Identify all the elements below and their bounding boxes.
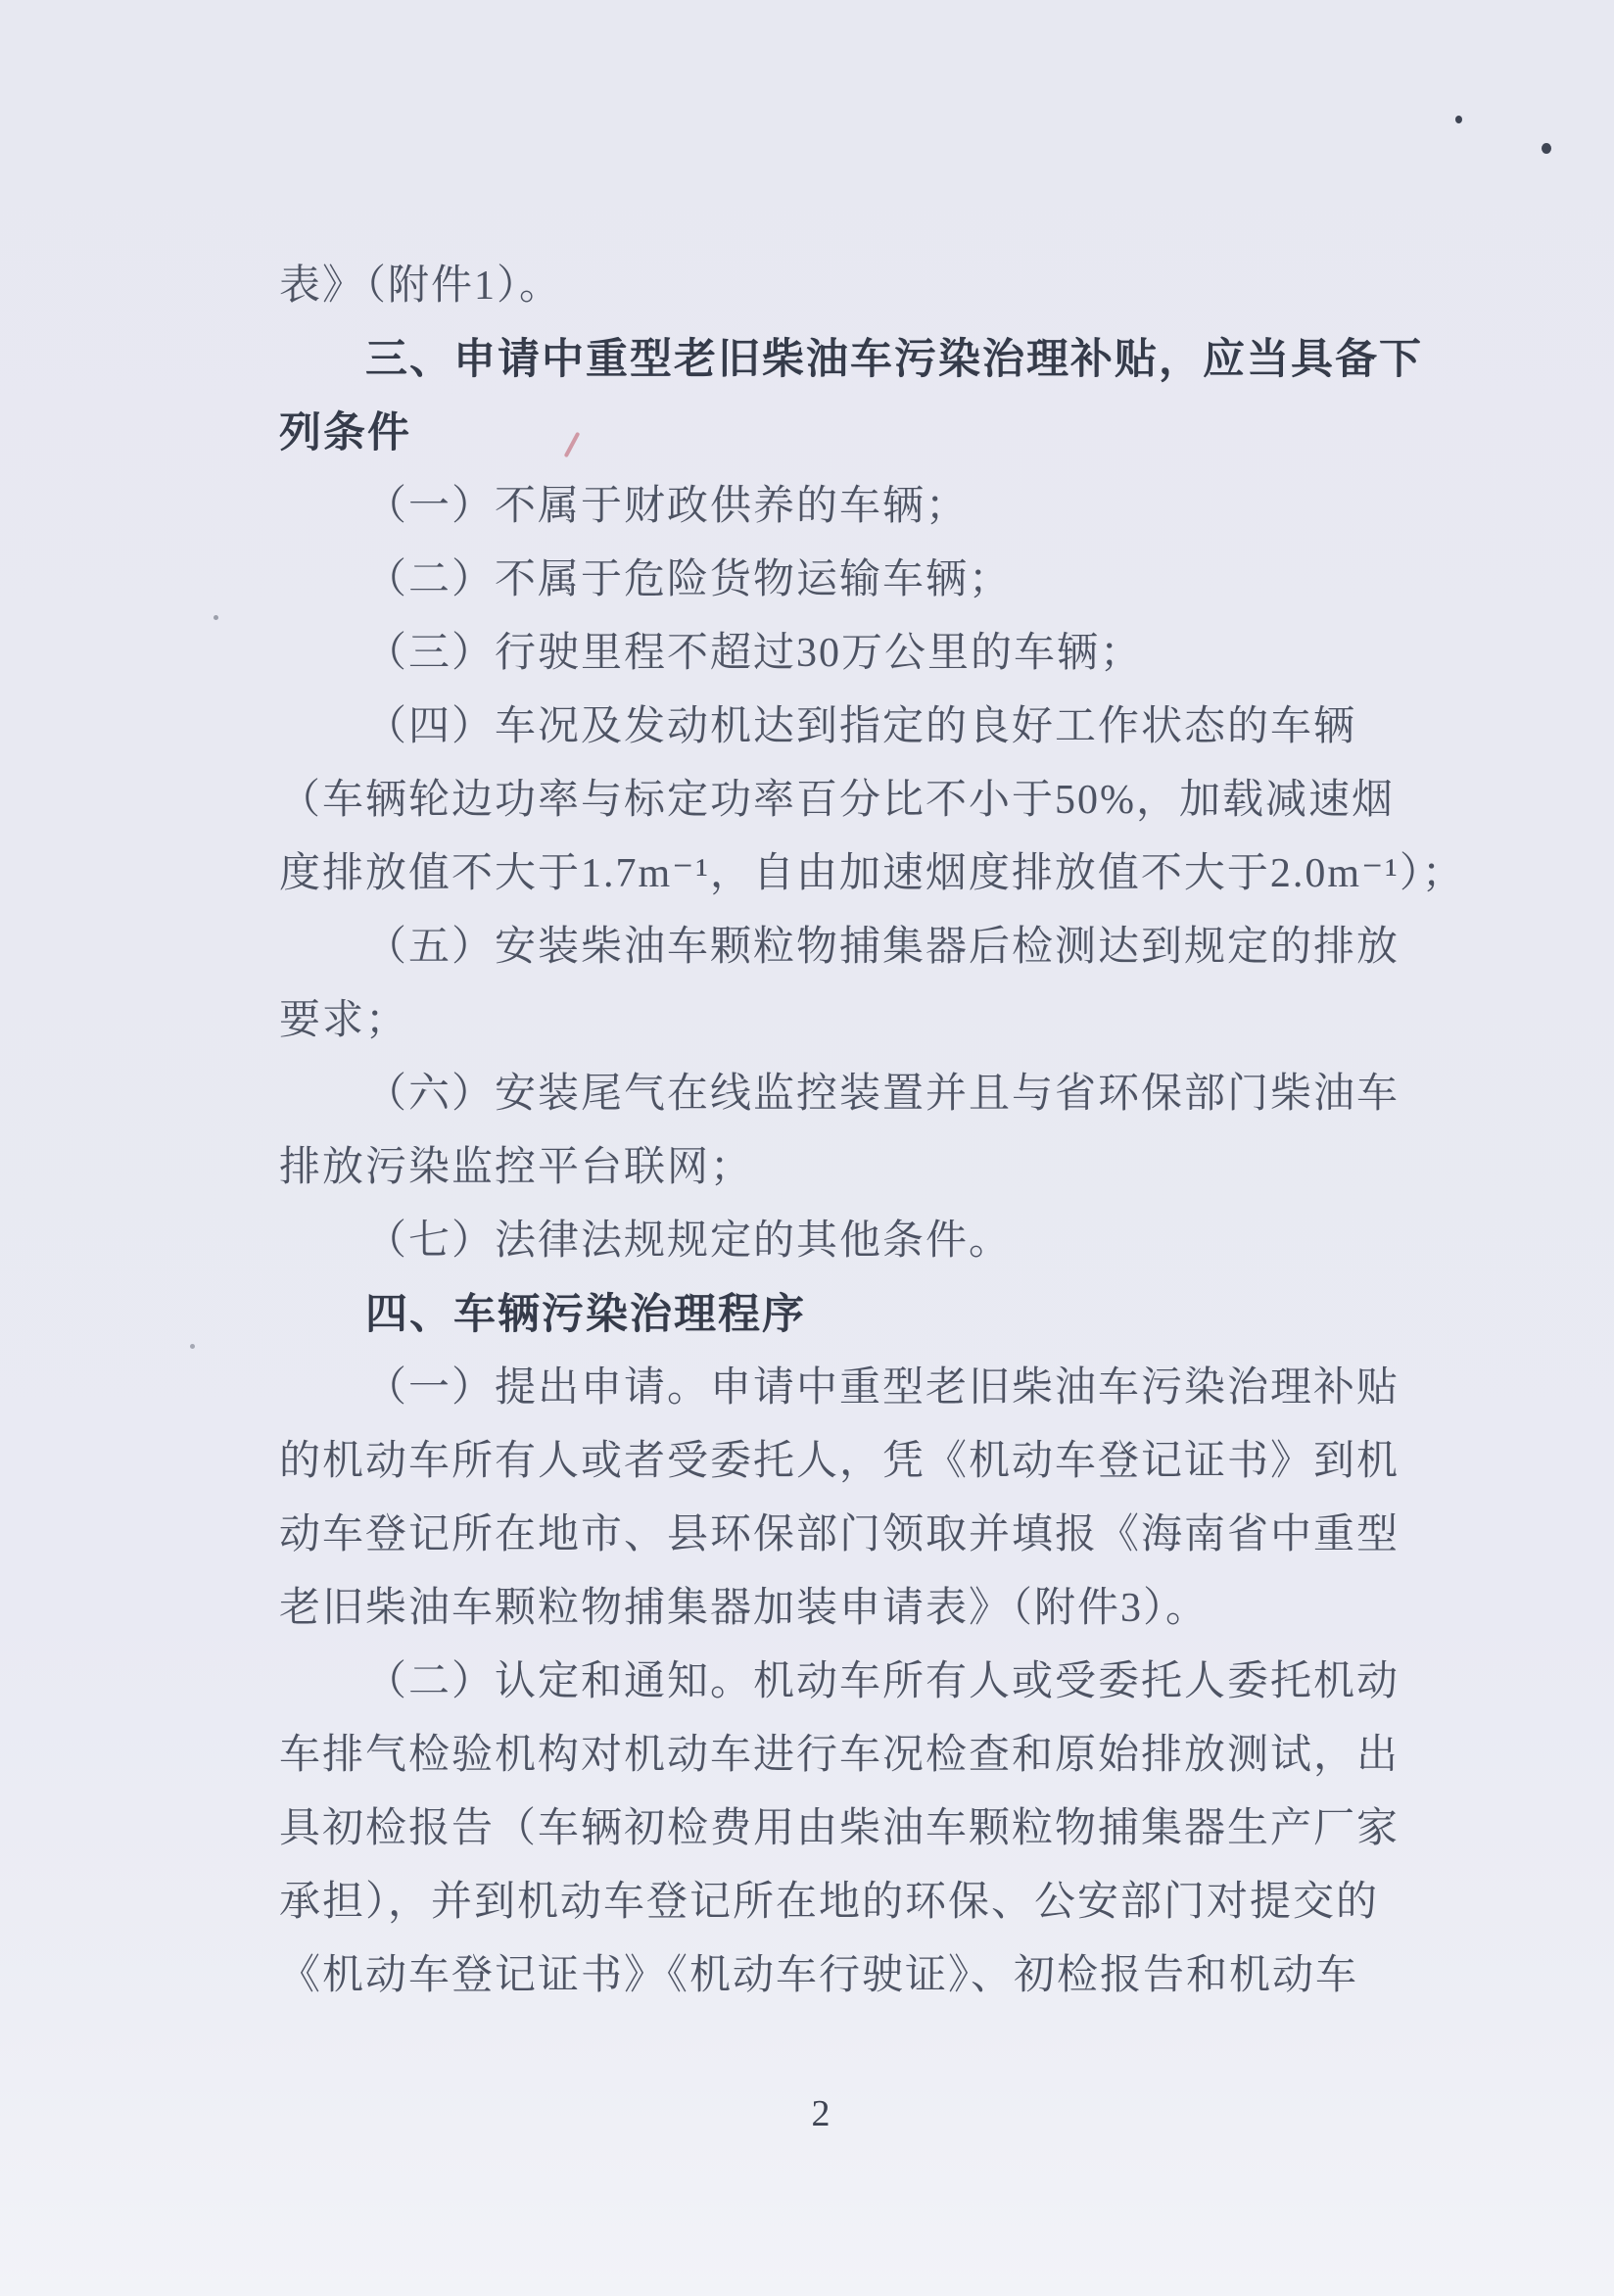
page-number: 2	[811, 2093, 831, 2134]
text-line: 表》（附件1）。	[279, 263, 563, 309]
text-line: （二）不属于危险货物运输车辆；	[365, 557, 1013, 602]
text-line: （一）不属于财政供养的车辆；	[365, 484, 970, 529]
text-line: （二）认定和通知。机动车所有人或受委托人委托机动	[365, 1659, 1400, 1704]
text-line: 排放污染监控平台联网；	[279, 1145, 754, 1190]
scan-artifact-dot	[214, 615, 218, 620]
text-line: 度排放值不大于1.7m⁻¹，自由加速烟度排放值不大于2.0m⁻¹）；	[279, 851, 1465, 896]
section-heading: 三、申请中重型老旧柴油车污染治理补贴，应当具备下	[365, 336, 1423, 383]
text-line: （一）提出申请。申请中重型老旧柴油车污染治理补贴	[365, 1365, 1400, 1411]
text-line: （四）车况及发动机达到指定的良好工作状态的车辆	[365, 704, 1357, 749]
text-line: 要求；	[279, 998, 409, 1043]
text-line: 车排气检验机构对机动车进行车况检查和原始排放测试，出	[279, 1733, 1400, 1778]
text-line: 承担），并到机动车登记所在地的环保、公安部门对提交的	[279, 1880, 1380, 1925]
text-line: （三）行驶里程不超过30万公里的车辆；	[365, 631, 1144, 676]
scan-artifact-dot	[1542, 143, 1551, 154]
text-line: 具初检报告（车辆初检费用由柴油车颗粒物捕集器生产厂家	[279, 1806, 1400, 1851]
section-heading: 四、车辆污染治理程序	[365, 1291, 806, 1338]
section-heading: 列条件	[279, 409, 411, 456]
scan-artifact-dot	[190, 1344, 195, 1349]
text-line: （六）安装尾气在线监控装置并且与省环保部门柴油车	[365, 1072, 1400, 1117]
text-line: （车辆轮边功率与标定功率百分比不小于50%，加载减速烟	[279, 778, 1395, 823]
text-line: 动车登记所在地市、县环保部门领取并填报《海南省中重型	[279, 1512, 1400, 1557]
text-line: （七）法律法规规定的其他条件。	[365, 1219, 1013, 1264]
scan-artifact-dot	[1455, 116, 1462, 123]
text-line: 老旧柴油车颗粒物捕集器加装申请表》（附件3）。	[279, 1586, 1210, 1631]
text-line: 的机动车所有人或者受委托人，凭《机动车登记证书》到机	[279, 1439, 1400, 1484]
text-line: （五）安装柴油车颗粒物捕集器后检测达到规定的排放	[365, 925, 1400, 970]
text-line: 《机动车登记证书》《机动车行驶证》、初检报告和机动车	[279, 1953, 1359, 1998]
document-body	[279, 250, 1465, 2013]
